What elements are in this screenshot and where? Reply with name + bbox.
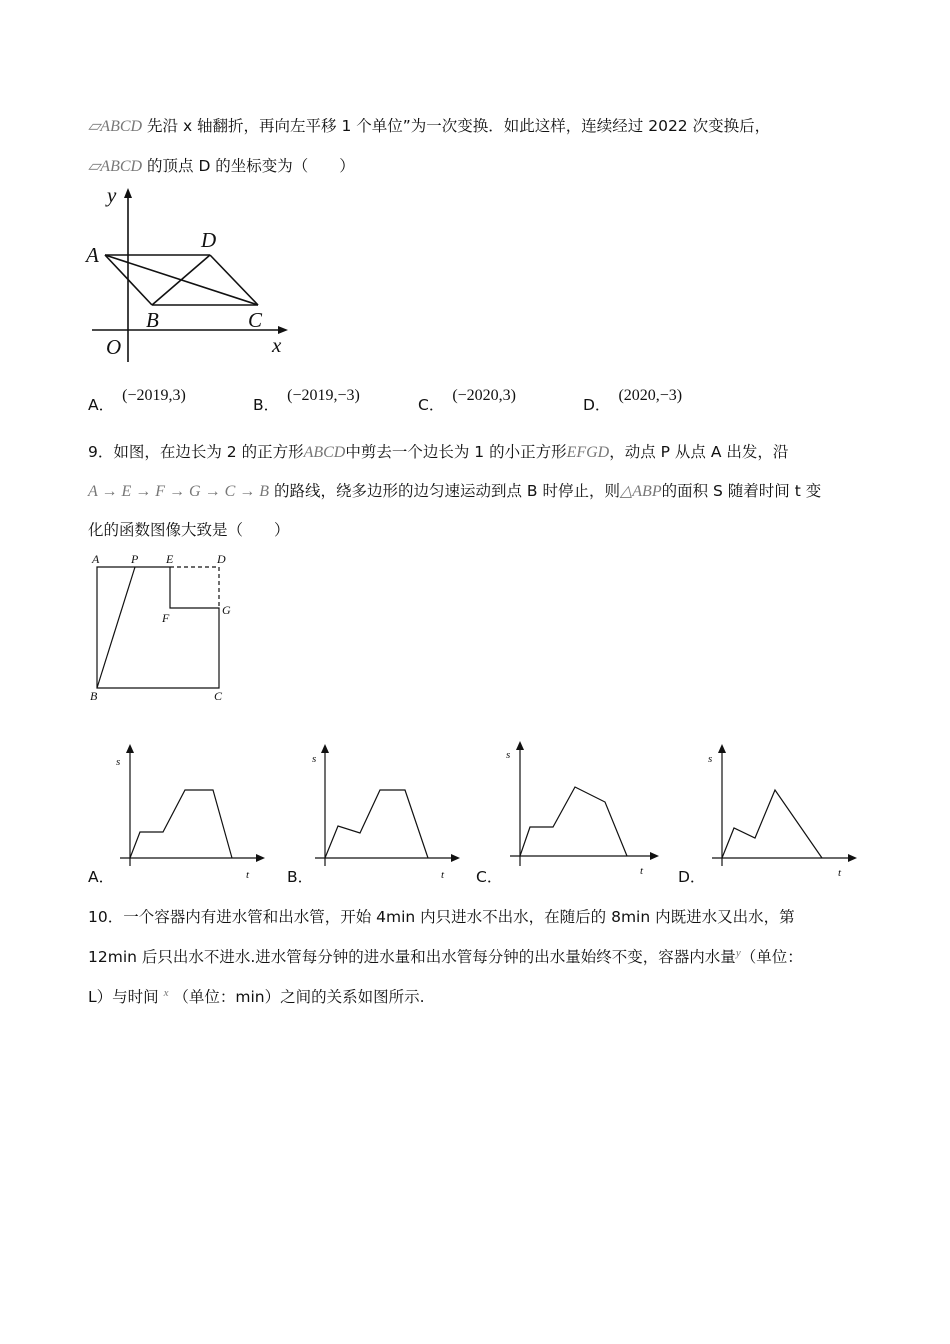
option-label: D． [583, 396, 611, 414]
option-label: C． [418, 396, 445, 414]
label-C: C [214, 689, 223, 703]
label-G: G [222, 603, 231, 617]
math-triangle: △ABP [619, 483, 662, 500]
option-value: (−2019,−3) [287, 387, 360, 404]
q8-text: 先沿 x 轴翻折，再向左平移 1 个单位”为一次变换．如此这样，连续经过 2022 次变换后， [147, 117, 771, 135]
label-P: P [131, 552, 139, 566]
q9-text: 中剪去一个边长为 1 的小正方形 [345, 443, 567, 461]
math-abcd: ABCD [303, 444, 346, 461]
q8-option-b [253, 387, 360, 415]
option-value: (−2019,3) [122, 387, 186, 404]
label-C: C [248, 308, 263, 332]
label-D: D [201, 228, 217, 252]
label-O: O [106, 335, 122, 359]
parallelogram-symbol: ▱ABCD [88, 158, 143, 175]
axis-label-t: t [246, 869, 250, 881]
math-x: x [163, 987, 169, 999]
axis-label-t: t [838, 867, 842, 879]
q8-option-d [583, 387, 683, 415]
q8-text: 的顶点 D 的坐标变为（ ） [147, 157, 355, 175]
q8-parallelogram-figure [92, 188, 288, 362]
math-path: A → E → F → G → C → B [88, 483, 270, 500]
axis-label-s: s [708, 753, 713, 765]
axis-label-s: s [116, 756, 121, 768]
axis-label-s: s [506, 749, 511, 761]
label-F: F [162, 611, 170, 625]
q8-option-a [88, 387, 186, 415]
q10-text-line-1: 10．一个容器内有进水管和出水管，开始 4min 内只进水不出水，在随后的 8min 内既进水又出水，第 [88, 908, 795, 926]
q10-text: （单位： [740, 948, 803, 966]
q9-option-c-label: C． [476, 868, 503, 886]
q9-option-a-label: A． [88, 868, 115, 886]
label-A: A [86, 243, 99, 267]
option-value: (2020,−3) [618, 387, 683, 404]
graph-option-a [120, 744, 265, 866]
axis-label-t: t [640, 865, 644, 877]
label-B: B [146, 308, 159, 332]
q10-text: L）与时间 [88, 988, 159, 1006]
q9-option-d-label: D． [678, 868, 706, 886]
q9-text-line-3: 化的函数图像大致是（ ） [88, 521, 290, 539]
option-label: A． [88, 396, 115, 414]
q9-text: ，动点 P 从点 A 出发，沿 [609, 443, 789, 461]
label-A: A [92, 552, 100, 566]
label-B: B [90, 689, 98, 703]
math-y: y [735, 947, 741, 959]
q9-text: 的面积 S 随着时间 t 变 [661, 482, 822, 500]
math-efgd: EFGD [566, 444, 610, 461]
graph-option-b [315, 744, 460, 866]
option-label: B． [253, 396, 280, 414]
q9-text: 的路线，绕多边形的边匀速运动到点 B 时停止，则 [273, 482, 620, 500]
label-y: y [107, 183, 117, 207]
q8-option-c [418, 387, 517, 415]
parallelogram-symbol: ▱ABCD [88, 118, 143, 135]
axis-label-s: s [312, 753, 317, 765]
graph-option-d [712, 744, 857, 866]
q9-option-b-label: B． [287, 868, 314, 886]
q10-text-line-2 [88, 945, 803, 967]
q10-text-line-3 [88, 985, 425, 1007]
q9-text-line-2 [88, 479, 821, 501]
q10-text: （单位：min）之间的关系如图所示. [173, 988, 425, 1006]
label-D: D [217, 552, 226, 566]
q10-text: 12min 后只出水不进水.进水管每分钟的进水量和出水管每分钟的出水量始终不变，容器内水量 [88, 948, 736, 966]
graph-option-c [510, 741, 659, 866]
axis-label-t: t [441, 869, 445, 881]
q9-text: 9．如图，在边长为 2 的正方形 [88, 443, 304, 461]
q9-square-figure [97, 567, 219, 688]
option-value: (−2020,3) [452, 387, 517, 404]
label-x: x [272, 333, 282, 357]
q9-text-line-1 [88, 440, 788, 462]
label-E: E [166, 552, 174, 566]
